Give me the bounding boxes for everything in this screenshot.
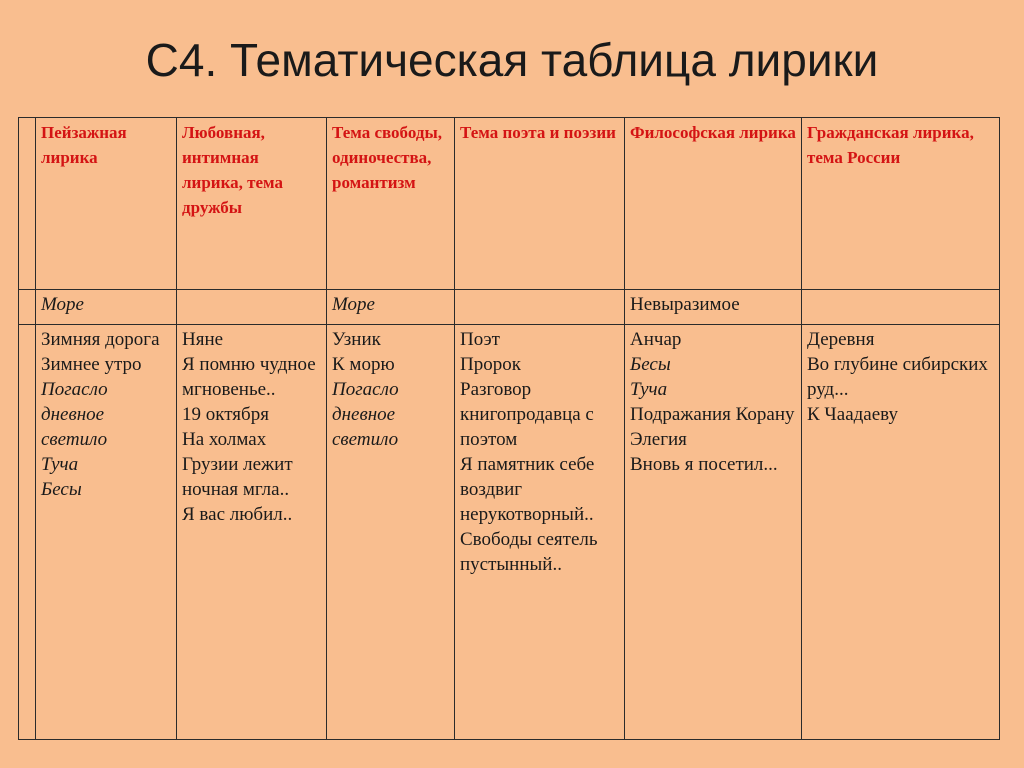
works-poet (455, 325, 625, 740)
header-row (19, 118, 1000, 290)
stub-cell (19, 290, 36, 325)
work-title: Поэт (460, 329, 500, 350)
work-title: Разговор книгопродавца с поэтом (460, 379, 594, 450)
header-civic: Гражданская лирика, тема России (802, 118, 1000, 290)
work-title: Погасло дневное светило (41, 379, 108, 450)
work-title: Бесы (41, 479, 82, 500)
work-title: Я помню чудное мгновенье.. (182, 354, 316, 400)
header-love: Любовная, интимная лирика, тема дружбы (177, 118, 327, 290)
works-love (177, 325, 327, 740)
work-title: Я памятник себе воздвиг нерукотворный.. (460, 454, 595, 525)
work-title: Деревня (807, 329, 875, 350)
slide-title: С4. Тематическая таблица лирики (145, 34, 879, 86)
work-title: Туча (630, 379, 668, 400)
works-civic (802, 325, 1000, 740)
work-title: Пророк (460, 354, 521, 375)
work-title: К Чаадаеву (807, 404, 898, 425)
subtheme-love (177, 290, 327, 325)
work-title: Погасло дневное светило (332, 379, 399, 450)
work-title: Элегия (630, 429, 687, 450)
work-title: Анчар (630, 329, 682, 350)
work-title: Во глубине сибирских руд... (807, 354, 988, 400)
work-title: Зимнее утро (41, 354, 142, 375)
work-title: Я вас любил.. (182, 504, 293, 525)
works-landscape (36, 325, 177, 740)
subtheme-freedom: Море (327, 290, 455, 325)
work-title: К морю (332, 354, 395, 375)
work-title: 19 октября (182, 404, 269, 425)
work-title: Подражания Корану (630, 404, 795, 425)
work-title: На холмах Грузии лежит ночная мгла.. (182, 429, 293, 500)
subtheme-civic (802, 290, 1000, 325)
subtheme-landscape: Море (36, 290, 177, 325)
work-title: Зимняя дорога (41, 329, 160, 350)
header-poet: Тема поэта и поэзии (455, 118, 625, 290)
header-landscape: Пейзажная лирика (36, 118, 177, 290)
header-freedom: Тема свободы, одиночества, романтизм (327, 118, 455, 290)
work-title: Вновь я посетил... (630, 454, 778, 475)
work-title: Туча (41, 454, 79, 475)
subtheme-row (19, 290, 1000, 325)
subtheme-poet (455, 290, 625, 325)
works-philosophy (625, 325, 802, 740)
work-title: Бесы (630, 354, 671, 375)
works-freedom (327, 325, 455, 740)
subtheme-philosophy: Невыразимое (625, 290, 802, 325)
header-philosophy: Философская лирика (625, 118, 802, 290)
work-title: Узник (332, 329, 381, 350)
stub-cell (19, 325, 36, 740)
work-title: Свободы сеятель пустынный.. (460, 529, 598, 575)
works-row (19, 325, 1000, 740)
thematic-table (18, 117, 1000, 740)
stub-cell (19, 118, 36, 290)
work-title: Няне (182, 329, 224, 350)
